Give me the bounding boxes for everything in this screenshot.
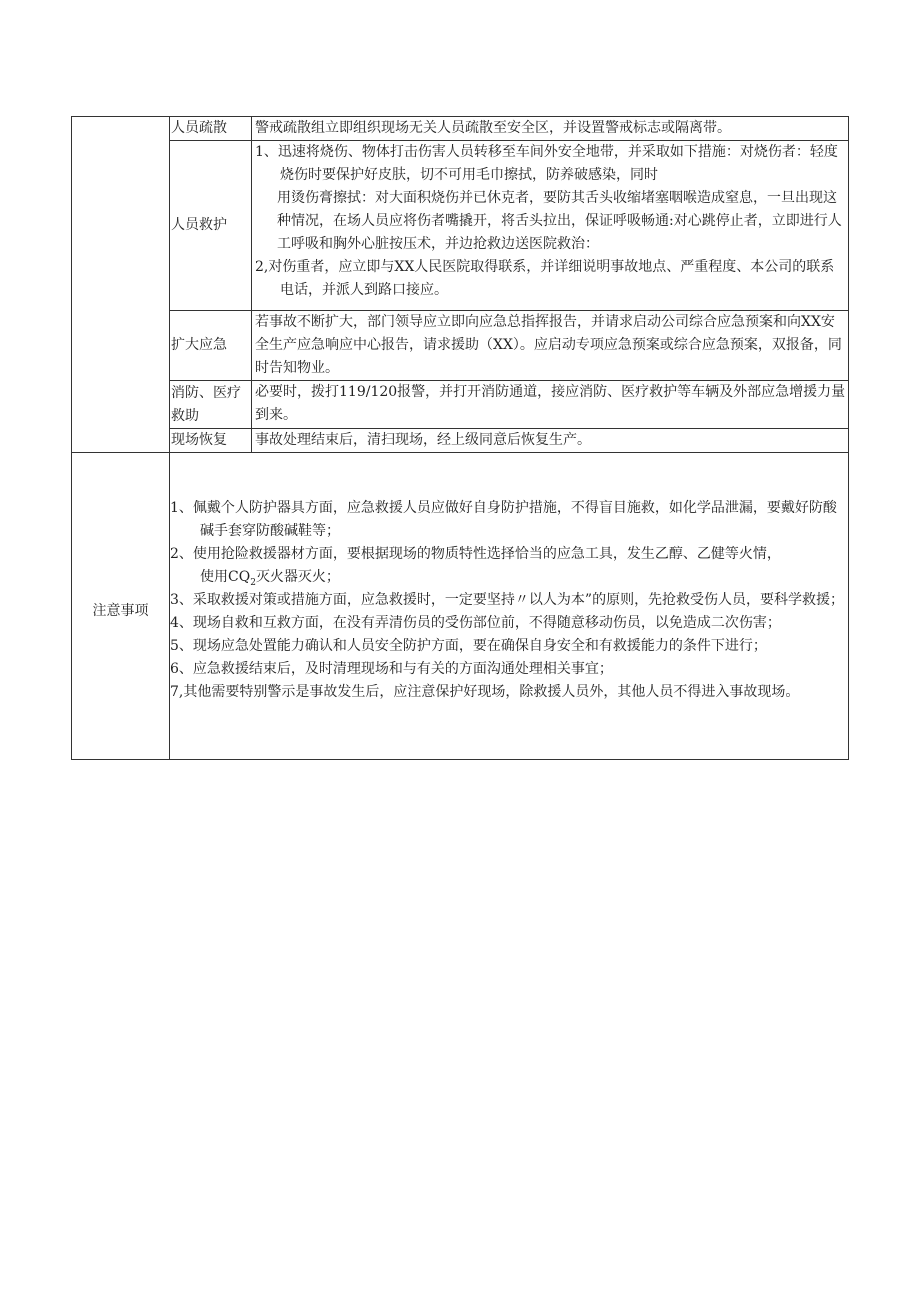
row-label-evacuation: 人员疏散 [170, 117, 252, 141]
text-line: 必要时，拨打119/120报警，并打开消防通道，接应消防、医疗救护等车辆及外部应急增援力量到来。 [255, 384, 846, 423]
note-item: 1、佩戴个人防护器具方面，应急救援人员应做好自身防护措施，不得盲目施救，如化学品泄漏，要戴好防酸碱手套穿防酸碱鞋等； [170, 500, 837, 539]
table-row [72, 429, 849, 453]
note-item-co2 [170, 566, 846, 589]
table-row [72, 381, 849, 429]
row-content-evacuation [252, 117, 849, 141]
row-label-fire-medical: 消防、医疗救助 [170, 381, 252, 429]
note-item: 7,其他需要特别警示是事故发生后，应注意保护好现场，除救援人员外，其他人员不得进入事故现场。 [170, 684, 800, 700]
emergency-response-table [71, 116, 849, 760]
text-line: 2,对伤重者，应立即与XX人民医院取得联系，并详细说明事故地点、严重程度、本公司的联系电话，并派人到路口接应。 [255, 259, 835, 298]
row-content-recovery [252, 429, 849, 453]
notes-body [170, 453, 849, 760]
row-label-recovery: 现场恢复 [170, 429, 252, 453]
table-row [72, 117, 849, 141]
note-item: 4、现场自救和互救方面，在没有弄清伤员的受伤部位前，不得随意移动伤员，以免造成二次伤害； [170, 615, 781, 631]
table-row [72, 453, 849, 760]
co2-suffix: 灭火器灭火； [255, 569, 340, 585]
note-item: 3、采取救援对策或措施方面，应急救援时，一定要坚持〃以人为本”的原则，先抢救受伤人员，要科学救援； [170, 592, 845, 608]
note-item: 2、使用抢险救援器材方面，要根据现场的物质特性选择恰当的应急工具，发生乙醇、乙健等火情， [170, 546, 781, 562]
note-item: 6、应急救援结束后，及时清理现场和与有关的方面沟通处理相关事宜； [170, 661, 613, 677]
row-content-escalation [252, 311, 849, 381]
notes-label: 注意事项 [72, 453, 170, 760]
row-label-escalation: 扩大应急 [170, 311, 252, 381]
note-item: 5、现场应急处置能力确认和人员安全防护方面，要在确保自身安全和有救援能力的条件下进行； [170, 638, 767, 654]
table-row [72, 311, 849, 381]
text-line: 若事故不断扩大，部门领导应立即向应急总指挥报告，并请求启动公司综合应急预案和向XX安全生产应急响应中心报告，请求援助（XX）。应启动专项应急预案或综合应急预案，双报备，同时告知物业。 [255, 314, 842, 376]
row-content-rescue [252, 141, 849, 311]
co2-subscript: 2 [250, 577, 256, 588]
row-label-rescue: 人员救护 [170, 141, 252, 311]
co2-prefix: 使用CQ [200, 569, 251, 585]
row-content-fire-medical [252, 381, 849, 429]
blank-left-cell [72, 117, 170, 453]
table-row [72, 141, 849, 311]
text-line: 用烫伤膏擦拭：对大面积烧伤并已休克者，要防其舌头收缩堵塞咽喉造成窒息，一旦出现这种情况，在场人员应将伤者嘴撬开，将舌头拉出，保证呼吸畅通:对心跳停止者，立即进行人工呼吸和胸外心脏按压术，并边抢救边送医院救治： [277, 190, 842, 252]
text-line: 1、迅速将烧伤、物体打击伤害人员转移至车间外安全地带，并采取如下措施：对烧伤者：轻度烧伤时要保护好皮肤，切不可用毛巾擦拭，防养破感染，同时 [255, 144, 838, 183]
text-line: 事故处理结束后，清扫现场，经上级同意后恢复生产。 [255, 432, 591, 448]
text-line: 警戒疏散组立即组织现场无关人员疏散至安全区，并设置警戒标志或隔离带。 [255, 120, 731, 136]
